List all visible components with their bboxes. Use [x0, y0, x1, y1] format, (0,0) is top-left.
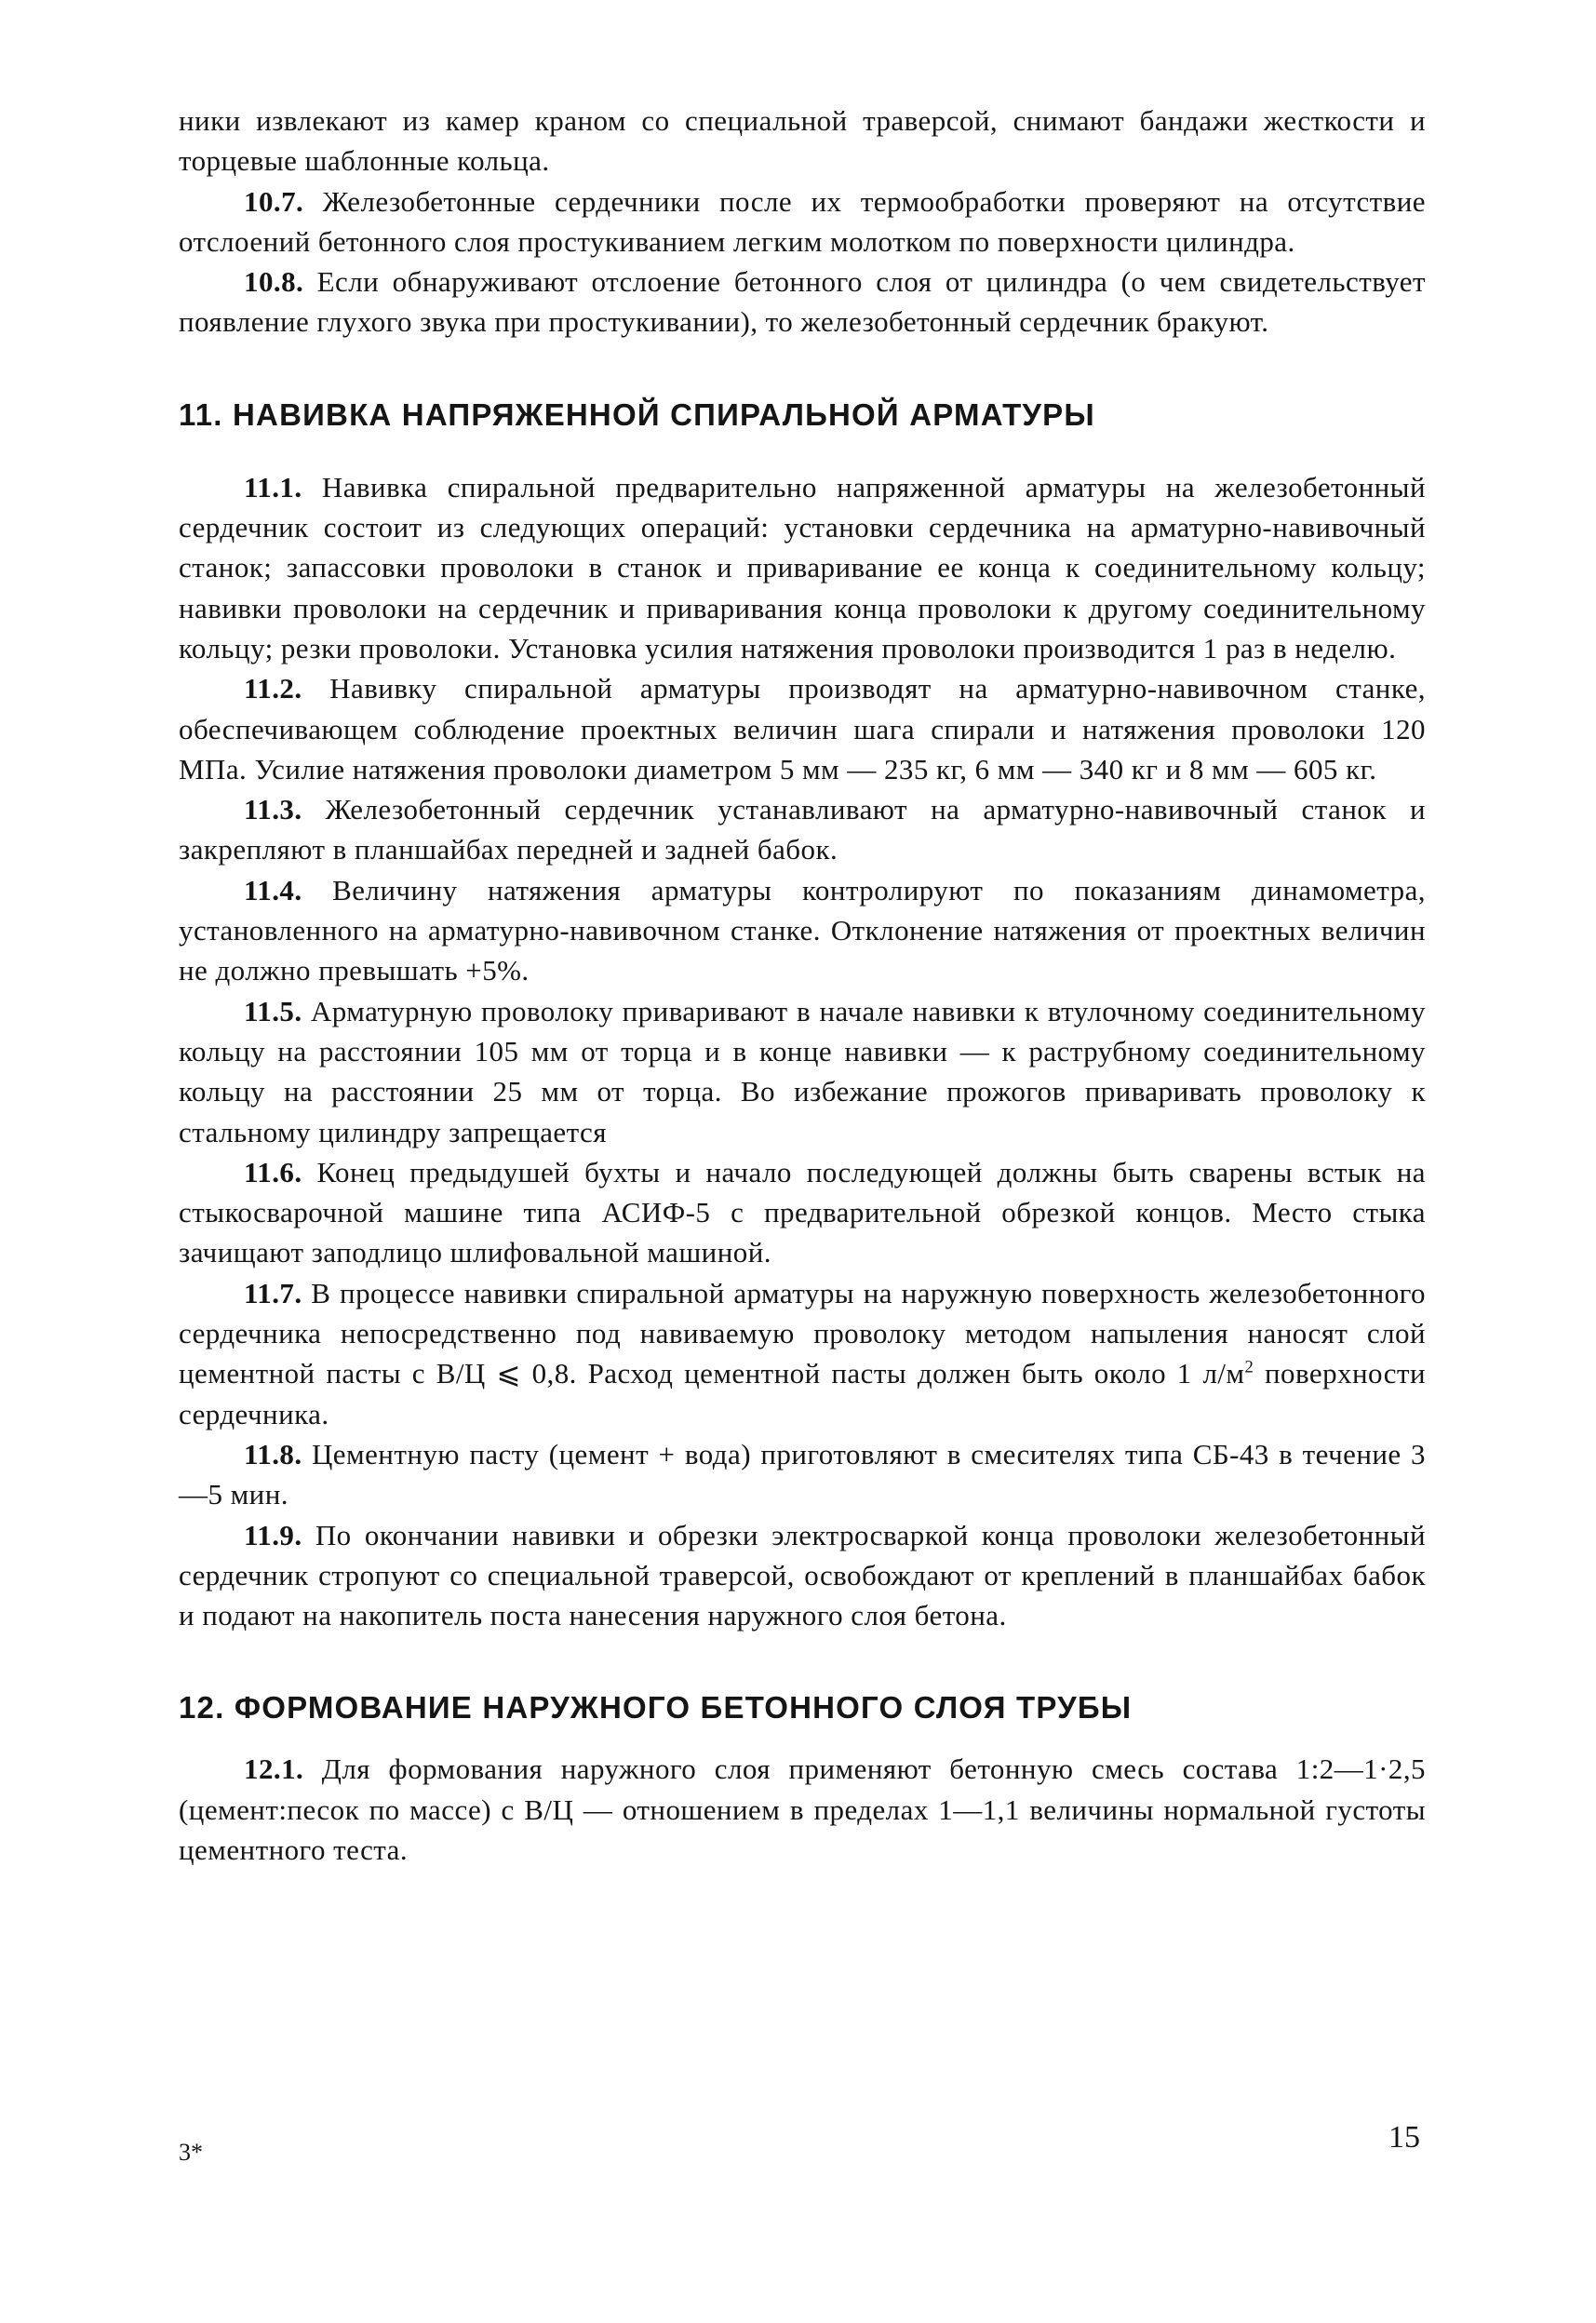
paragraph-text: Навивка спиральной предварительно напряженной арматуры на железобетонный сердечник состоит из следующих операций: установки сердечника на арматурно-навивочный станок; запассовки проволоки в станок и приваривание ее конца к соединительному кольцу; навивки проволоки на сердечник и приваривания конца проволоки к другому соединительному кольцу; резки проволоки. Установка усилия натяжения проволоки производится 1 раз в неделю. — [179, 470, 1426, 665]
signature-mark: 3* — [179, 2139, 203, 2166]
paragraph-11-3 — [179, 789, 1426, 870]
paragraph-11-2 — [179, 668, 1426, 789]
page-number: 15 — [1388, 2120, 1420, 2155]
paragraph-11-5 — [179, 991, 1426, 1152]
paragraph-text: Конец предыдушей бухты и начало последующей должны быть сварены встык на стыкосварочной машине типа АСИФ-5 с предварительной обрезкой концов. Место стыка зачищают заподлицо шлифовальной машиной. — [179, 1155, 1426, 1269]
clause-number: 11.2. — [244, 672, 302, 705]
paragraph-text: Для формования наружного слоя применяют бетонную смесь состава 1:2—1·2,5 (цемент:песок по массе) с В/Ц — отношением в пределах 1—1,1 величины нормальной густоты цементного теста. — [179, 1752, 1426, 1866]
paragraph-continuation — [179, 101, 1426, 181]
paragraph-text: Железобетонные сердечники после их термообработки проверяют на отсутствие отслоений бетонного слоя простукиванием легким молотком по поверхности цилиндра. — [179, 184, 1426, 258]
paragraph-text: Железобетонный сердечник устанавливают на арматурно-навивочный станок и закрепляют в планшайбах передней и задней бабок. — [179, 793, 1426, 866]
paragraph-11-8 — [179, 1434, 1426, 1515]
clause-number: 11.4. — [244, 873, 302, 906]
clause-number: 10.7. — [244, 184, 304, 218]
paragraph-text: Арматурную проволоку приваривают в начале навивки к втулочному соединительному кольцу на расстоянии 105 мм от торца и в конце навивки — к раструбному соединительному кольцу на расстоянии 25 мм от торца. Во избежание прожогов приваривать проволоку к стальному цилиндру запрещается — [179, 994, 1426, 1148]
paragraph-text: Навивку спиральной арматуры производят на арматурно-навивочном станке, обеспечивающем соблюдение проектных величин шага спирали и натяжения проволоки 120 МПа. Усилие натяжения проволоки диаметром 5 мм — 235 кг, 6 мм — 340 кг и 8 мм — 605 кг. — [179, 672, 1426, 786]
paragraph-11-1 — [179, 467, 1426, 668]
paragraph-10-8 — [179, 262, 1426, 342]
clause-number: 11.8. — [244, 1437, 302, 1470]
section-11-heading: 11. НАВИВКА НАПРЯЖЕННОЙ СПИРАЛЬНОЙ АРМАТУРЫ — [179, 396, 1095, 432]
paragraph-text: Если обнаруживают отслоение бетонного слоя от цилиндра (о чем свидетельствует появление глухого звука при простукивании), то железобетонный сердечник бракуют. — [179, 265, 1426, 339]
clause-number: 11.9. — [244, 1518, 302, 1551]
paragraph-text: В процессе навивки спиральной арматуры на наружную поверхность железобетонного сердечника непосредственно под навиваемую проволоку методом напыления наносят слой цементной пасты с В/Ц ⩽ 0,8. Расход цементной пасты должен быть около 1 л/м — [179, 1276, 1426, 1390]
page-body — [179, 101, 1426, 1870]
paragraph-11-9 — [179, 1515, 1426, 1636]
paragraph-text: Цементную пасту (цемент + вода) приготовляют в смесителях типа СБ-43 в течение 3—5 мин. — [179, 1437, 1426, 1511]
paragraph-11-4 — [179, 870, 1426, 991]
paragraph-text-after: поверхности сердечника. — [179, 1357, 1426, 1430]
clause-number: 11.1. — [244, 470, 302, 504]
paragraph-text: Величину натяжения арматуры контролируют по показаниям динамометра, установленного на арматурно-навивочном станке. Отклонение натяжения от проектных величин не должно превышать +5%. — [179, 873, 1426, 987]
clause-number: 11.6. — [244, 1155, 302, 1188]
superscript: 2 — [1244, 1357, 1254, 1377]
clause-number: 11.5. — [244, 994, 302, 1027]
section-12-heading: 12. ФОРМОВАНИЕ НАРУЖНОГО БЕТОННОГО СЛОЯ ТРУБЫ — [179, 1690, 1133, 1725]
paragraph-text: По окончании навивки и обрезки электросваркой конца проволоки железобетонный сердечник стропуют со специальной траверсой, освобождают от креплений в планшайбах бабок и подают на накопитель поста нанесения наружного слоя бетона. — [179, 1518, 1426, 1632]
clause-number: 11.3. — [244, 793, 302, 826]
clause-number: 11.7. — [244, 1276, 302, 1309]
paragraph-10-7 — [179, 181, 1426, 262]
paragraph-11-6 — [179, 1152, 1426, 1273]
paragraph-text: ники извлекают из камер краном со специальной траверсой, снимают бандажи жесткости и торцевые шаблонные кольца. — [179, 104, 1426, 178]
paragraph-12-1 — [179, 1749, 1426, 1870]
clause-number: 10.8. — [244, 265, 304, 299]
paragraph-11-7 — [179, 1273, 1426, 1434]
clause-number: 12.1. — [244, 1752, 304, 1786]
